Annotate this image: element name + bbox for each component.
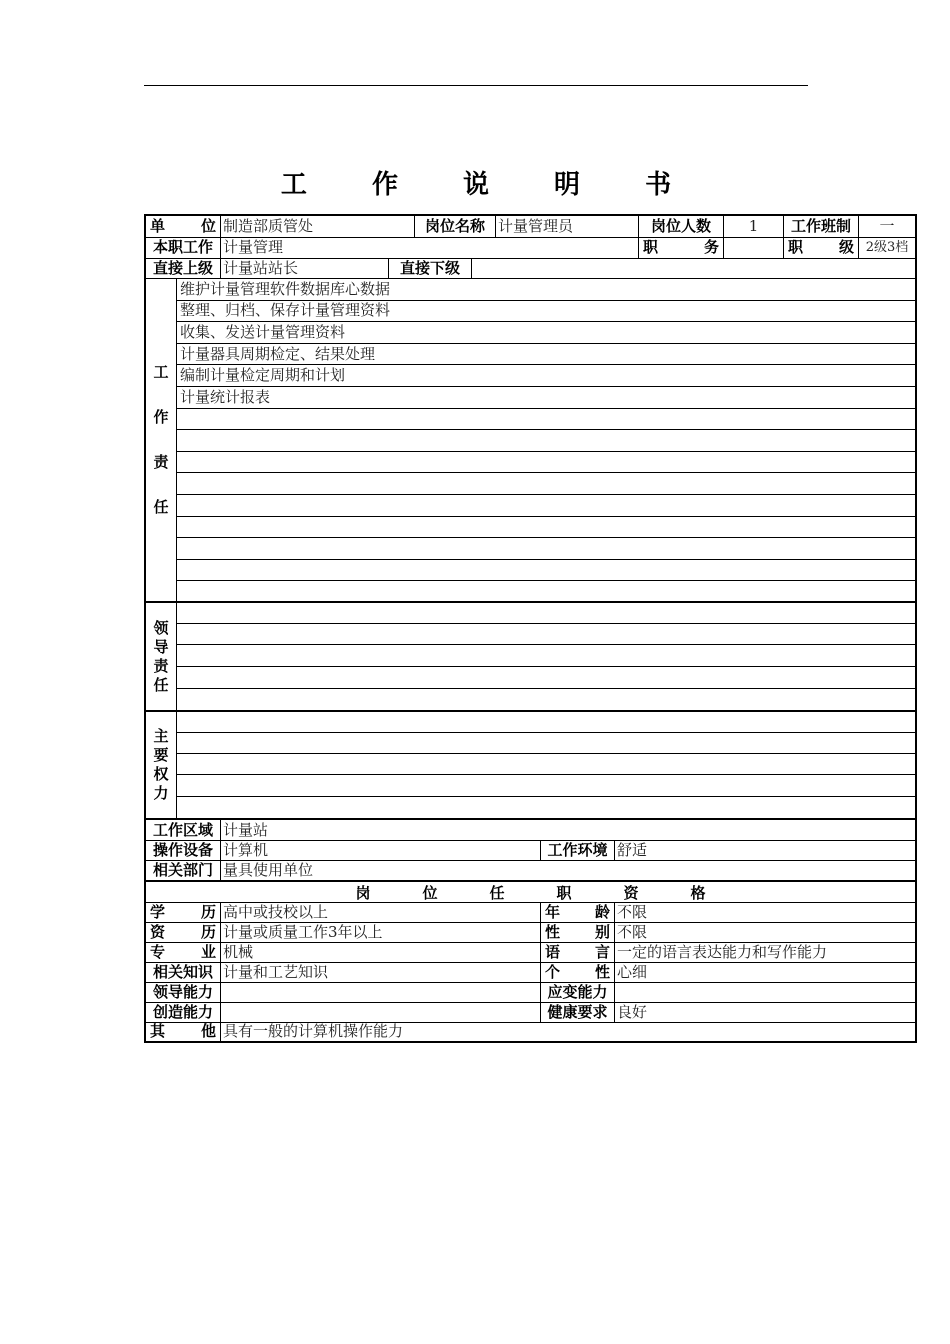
heading-char: 资 — [623, 883, 639, 902]
superior-label: 直接上级 — [146, 258, 221, 278]
form-row-job — [146, 237, 915, 259]
major-label — [146, 942, 221, 962]
list-item — [177, 775, 915, 797]
label-char: 单 — [150, 217, 166, 235]
table-row — [146, 982, 915, 1003]
list-item: 收集、发送计量管理资料 — [177, 322, 915, 344]
shift-label: 工作班制 — [784, 216, 859, 237]
list-item: 计量器具周期检定、结果处理 — [177, 344, 915, 366]
post-count-label: 岗位人数 — [639, 216, 724, 237]
rank-value: 2级3档 — [865, 240, 909, 255]
table-row — [146, 902, 915, 923]
duty-value — [724, 237, 784, 258]
label-char: 历 — [200, 902, 216, 921]
personality-value: 心细 — [617, 962, 648, 981]
heading-char: 位 — [422, 883, 438, 902]
list-item — [177, 581, 915, 601]
main-authority-label: 主 要 权 力 — [146, 712, 177, 818]
list-item: 计量统计报表 — [177, 387, 915, 409]
adaptability-label: 应变能力 — [541, 982, 615, 1002]
language-value: 一定的语言表达能力和写作能力 — [617, 942, 828, 961]
dept-value: 量具使用单位 — [223, 860, 314, 879]
heading-char: 岗 — [355, 883, 371, 902]
creativity-value — [221, 1002, 541, 1022]
table-row — [146, 942, 915, 963]
list-item — [177, 538, 915, 560]
leadership-duties-label: 领 导 责 任 — [146, 603, 177, 710]
leadership-duties-section — [146, 603, 915, 712]
gender-value: 不限 — [617, 922, 648, 941]
list-item — [177, 667, 915, 689]
environment-label: 工作环境 — [541, 840, 615, 860]
dept-label: 相关部门 — [146, 860, 221, 880]
area-label: 工作区域 — [146, 820, 221, 840]
rank-label — [784, 237, 859, 258]
subordinate-value — [472, 258, 915, 278]
environment-value: 舒适 — [617, 840, 648, 859]
label-char: 言 — [594, 942, 610, 961]
list-item — [177, 430, 915, 452]
age-label — [541, 902, 615, 922]
table-row — [146, 1002, 915, 1023]
work-duties-list — [177, 279, 915, 601]
unit-label — [146, 216, 221, 237]
adaptability-value — [615, 982, 915, 1002]
form-row-unit — [146, 216, 915, 238]
label-char: 学 — [150, 902, 166, 921]
experience-value: 计量或质量工作3年以上 — [221, 922, 541, 942]
form-row-area — [146, 820, 915, 841]
superior-value: 计量站站长 — [221, 258, 389, 278]
list-item — [177, 495, 915, 517]
post-count-value: 1 — [724, 216, 784, 237]
equipment-value: 计算机 — [221, 840, 541, 860]
experience-label — [146, 922, 221, 942]
list-item — [177, 473, 915, 495]
list-item — [177, 603, 915, 624]
label-char: 历 — [200, 922, 216, 941]
duty-label — [639, 237, 724, 258]
major-value: 机械 — [221, 942, 541, 962]
list-item — [177, 452, 915, 474]
leadership-ability-value — [221, 982, 541, 1002]
list-item — [177, 517, 915, 539]
qualification-heading — [146, 882, 915, 903]
knowledge-label: 相关知识 — [146, 962, 221, 982]
label-char: 职 — [788, 238, 804, 256]
post-name-value: 计量管理员 — [496, 216, 639, 237]
leadership-ability-label: 领导能力 — [146, 982, 221, 1002]
job-description-form — [144, 214, 917, 1043]
equipment-label: 操作设备 — [146, 840, 221, 860]
table-row — [146, 1022, 915, 1041]
post-name-label: 岗位名称 — [415, 216, 496, 237]
gender-label — [541, 922, 615, 942]
language-label — [541, 942, 615, 962]
label-char: 年 — [545, 902, 561, 921]
label-char: 业 — [200, 942, 216, 961]
label-char: 个 — [545, 962, 561, 981]
label-char: 务 — [703, 238, 719, 256]
area-value: 计量站 — [223, 820, 269, 839]
other-label — [146, 1022, 221, 1041]
label-char: 他 — [200, 1022, 216, 1040]
form-row-dept — [146, 860, 915, 882]
job-label: 本职工作 — [146, 237, 221, 258]
health-label: 健康要求 — [541, 1002, 615, 1022]
list-item — [177, 754, 915, 775]
label-char: 语 — [545, 942, 561, 961]
list-item: 整理、归档、保存计量管理资料 — [177, 301, 915, 323]
list-item: 维护计量管理软件数据库心数据 — [177, 279, 915, 301]
list-item — [177, 797, 915, 818]
personality-label — [541, 962, 615, 982]
education-value: 高中或技校以上 — [221, 902, 541, 922]
label-char: 别 — [594, 922, 610, 941]
list-item — [177, 409, 915, 431]
unit-value: 制造部质管处 — [221, 216, 415, 237]
label-char: 位 — [200, 217, 216, 235]
job-value: 计量管理 — [221, 237, 639, 258]
list-item — [177, 624, 915, 645]
leadership-duties-list — [177, 603, 915, 710]
main-authority-list — [177, 712, 915, 818]
age-value: 不限 — [617, 902, 648, 921]
label-char: 专 — [150, 942, 166, 961]
list-item: 编制计量检定周期和计划 — [177, 365, 915, 387]
list-item — [177, 733, 915, 754]
label-char: 职 — [643, 238, 659, 256]
list-item — [177, 645, 915, 667]
header-rule — [144, 85, 808, 86]
shift-value: 一 — [879, 217, 895, 235]
page-title: 工 作 说 明 书 — [280, 170, 700, 200]
heading-char: 职 — [556, 883, 572, 902]
heading-char: 任 — [489, 883, 505, 902]
work-duties-label: 工 作 责 任 — [146, 279, 177, 601]
knowledge-value: 计量和工艺知识 — [221, 962, 541, 982]
label-char: 龄 — [594, 902, 610, 921]
list-item — [177, 689, 915, 710]
list-item — [177, 560, 915, 582]
form-row-equipment — [146, 840, 915, 861]
label-char: 级 — [838, 238, 854, 256]
health-value: 良好 — [617, 1002, 648, 1021]
form-row-superior — [146, 258, 915, 279]
main-authority-section — [146, 712, 915, 820]
creativity-label: 创造能力 — [146, 1002, 221, 1022]
table-row — [146, 922, 915, 943]
table-row — [146, 962, 915, 983]
work-duties-section — [146, 279, 915, 603]
label-char: 资 — [150, 922, 166, 941]
education-label — [146, 902, 221, 922]
label-char: 其 — [150, 1022, 166, 1040]
heading-char: 格 — [690, 883, 706, 902]
label-char: 性 — [594, 962, 610, 981]
other-value: 具有一般的计算机操作能力 — [223, 1022, 404, 1040]
subordinate-label: 直接下级 — [389, 258, 472, 278]
label-char: 性 — [545, 922, 561, 941]
list-item — [177, 712, 915, 733]
